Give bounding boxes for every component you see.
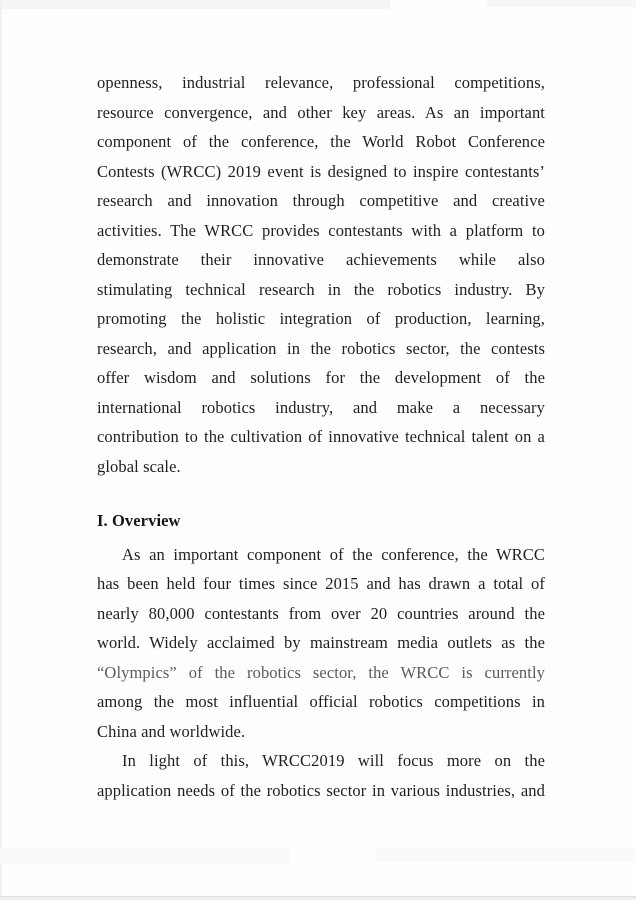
text-line: component of the conference, the World Robot Conference <box>97 132 545 151</box>
text-line: In light of this, WRCC2019 will focus more on the <box>122 751 545 770</box>
text-line: among the most influential official robotics competitions in <box>97 692 545 711</box>
scan-noise-bottom-right <box>376 848 636 862</box>
text-line: international robotics industry, and make a necessary <box>97 397 545 417</box>
text-line: has been held four times since 2015 and has drawn a total of <box>97 574 545 593</box>
scan-noise-top-right <box>486 0 636 7</box>
text-line: research and innovation through competitive and creative <box>97 191 545 210</box>
scan-noise-bottom-left <box>0 848 290 864</box>
text-line: global scale. <box>97 456 181 476</box>
text-line: application needs of the robotics sector in various industries, and <box>97 780 545 800</box>
scan-edge-bottom <box>0 896 636 900</box>
scan-noise-top-left <box>0 0 390 9</box>
text-line: openness, industrial relevance, professional competitions, <box>97 73 545 92</box>
text-line: nearly 80,000 contestants from over 20 countries around the <box>97 603 545 623</box>
text-line: world. Widely acclaimed by mainstream media outlets as the <box>97 633 545 652</box>
text-line: demonstrate their innovative achievements while also <box>97 250 545 269</box>
text-line: promoting the holistic integration of production, learning, <box>97 309 545 328</box>
text-line: resource convergence, and other key areas. As an important <box>97 102 545 122</box>
scan-edge-left <box>0 0 2 900</box>
text-line: As an important component of the conference, the WRCC <box>122 544 545 564</box>
text-line: research, and application in the robotics sector, the contests <box>97 338 545 358</box>
text-line: “Olympics” of the robotics sector, the WRCC is currently <box>97 662 545 682</box>
text-line: Contests (WRCC) 2019 event is designed to inspire contestants’ <box>97 161 545 181</box>
text-line: offer wisdom and solutions for the development of the <box>97 368 545 387</box>
text-line: activities. The WRCC provides contestants with a platform to <box>97 220 545 240</box>
text-line: China and worldwide. <box>97 721 246 741</box>
document-text-block <box>97 68 545 805</box>
section-heading: I. Overview <box>97 511 181 530</box>
text-line: stimulating technical research in the robotics industry. By <box>97 279 545 299</box>
text-line: contribution to the cultivation of innovative technical talent on a <box>97 427 545 446</box>
